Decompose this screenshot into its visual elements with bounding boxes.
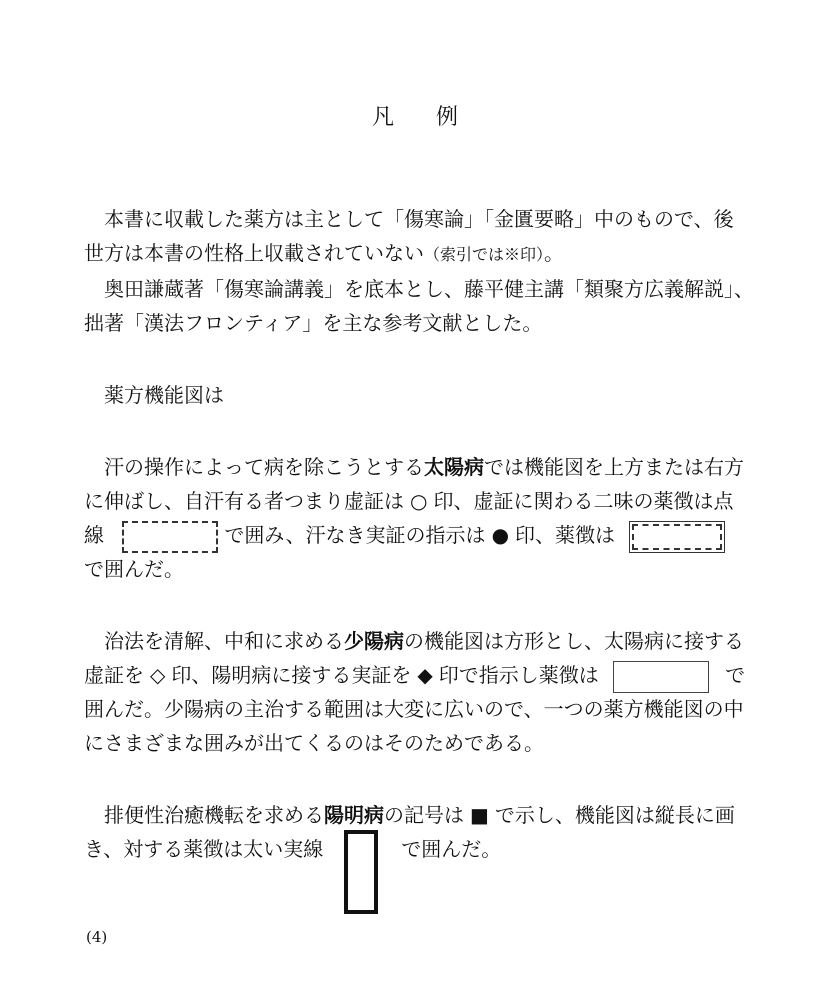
page-title [0,100,830,131]
para5-line1: 排便性治癒機転を求める陽明病の記号は ■ で示し、機能図は縦長に画 [84,798,784,832]
double-rectangle-icon [629,521,725,553]
solid-rectangle-icon [613,661,709,693]
para3-line2: に伸ばし、自汗有る者つまり虚証は ○ 印、虚証に関わる二味の薬徴は点 [84,484,764,518]
taiyo-byo-term: 太陽病 [424,455,484,479]
title-char-1: 凡 [371,105,394,130]
para5-line2: き、対する薬徴は太い実線 で囲んだ。 [84,837,502,861]
thick-tall-rectangle-icon [344,830,378,914]
index-note: （索引では※印） [424,245,545,264]
para1-line2: 世方は本書の性格上収載されていない（索引では※印）。 [84,241,565,265]
open-diamond-icon: ◇ [150,663,166,687]
para3-line1: 汗の操作によって病を除こうとする太陽病では機能図を上方または右方 [104,455,744,479]
shoyo-byo-term: 少陽病 [344,629,404,653]
para4-line3: 囲んだ。少陽病の主治する範囲は大変に広いので、一つの薬方機能図の中 [84,697,744,721]
filled-circle-icon: ● [491,523,510,547]
title-char-2: 例 [436,105,459,130]
para4-line4: にさまざまな囲みが出てくるのはそのためである。 [84,731,544,755]
para3-line3: 線 で囲み、汗なき実証の指示は ● 印、薬徴は [84,518,764,553]
para1-line1: 本書に収載した薬方は主として「傷寒論」「金匱要略」中のもので、後 [104,207,734,231]
dashed-rectangle-icon [122,521,218,553]
open-circle-icon: ○ [410,489,428,513]
section-heading: 薬方機能図は [104,383,224,407]
yomei-byo-term: 陽明病 [324,803,384,827]
para2-line1: 奥田謙蔵著「傷寒論講義」を底本とし、藤平健主講「類聚方広義解説」、 [104,277,754,301]
filled-square-icon: ■ [470,803,489,827]
para4-line1: 治法を清解、中和に求める少陽病の機能図は方形とし、太陽病に接する [104,629,744,653]
para4-line2: 虚証を ◇ 印、陽明病に接する実証を ◆ 印で指示し薬徴は で [84,658,764,693]
para3-line4: で囲んだ。 [84,557,184,581]
page-number: (4) [86,928,108,946]
filled-diamond-icon: ◆ [417,663,433,687]
para2-line2: 拙著「漢法フロンティア」を主な参考文献とした。 [84,311,543,335]
